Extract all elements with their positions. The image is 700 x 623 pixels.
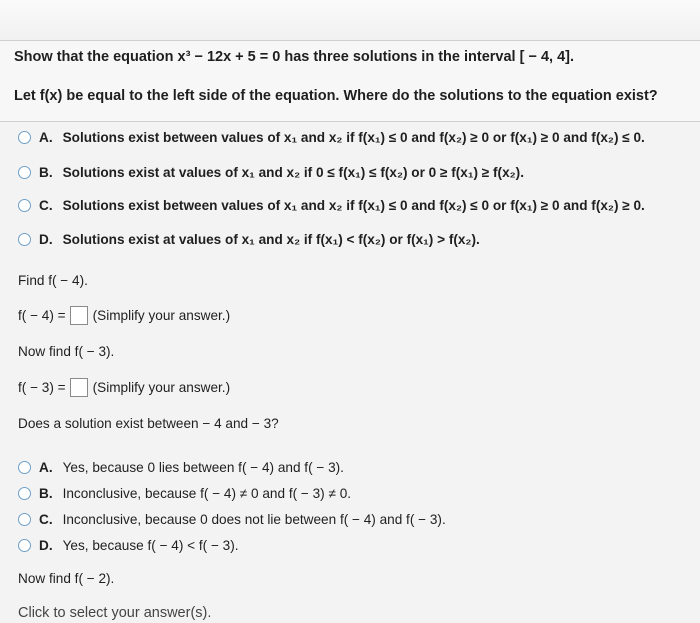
option-text: Solutions exist at values of x₁ and x₂ if f(x₁) < f(x₂) or f(x₁) > f(x₂).	[62, 232, 480, 247]
option-letter: A.	[39, 460, 53, 475]
question-header	[0, 40, 700, 122]
option-letter: C.	[39, 512, 53, 527]
radio-button[interactable]	[18, 233, 31, 246]
question-subprompt: Let f(x) be equal to the left side of the equation. Where do the solutions to the equation exist?	[14, 88, 658, 104]
simplify-hint: (Simplify your answer.)	[92, 308, 231, 323]
option-text: Solutions exist between values of x₁ and x₂ if f(x₁) ≤ 0 and f(x₂) ≤ 0 or f(x₁) ≥ 0 and f(x₂) ≥ 0.	[62, 198, 645, 213]
option-letter: A.	[39, 130, 53, 145]
option-letter: B.	[39, 165, 53, 180]
part2-option-c[interactable]	[18, 512, 446, 527]
option-c[interactable]	[18, 198, 645, 213]
option-text: Inconclusive, because 0 does not lie between f( − 4) and f( − 3).	[62, 512, 446, 527]
answer-label: f( − 4) =	[18, 308, 66, 323]
option-text: Solutions exist between values of x₁ and x₂ if f(x₁) ≤ 0 and f(x₂) ≥ 0 or f(x₁) ≥ 0 and f(x₂) ≤ 0.	[62, 130, 645, 145]
part2-option-a[interactable]	[18, 460, 344, 475]
find-f-neg3: Now find f( − 3).	[18, 344, 115, 359]
radio-button[interactable]	[18, 487, 31, 500]
option-letter: B.	[39, 486, 53, 501]
answer-input-f-neg4[interactable]	[70, 306, 88, 325]
radio-button[interactable]	[18, 539, 31, 552]
find-f-neg2: Now find f( − 2).	[18, 571, 115, 586]
option-text: Solutions exist at values of x₁ and x₂ if 0 ≤ f(x₁) ≤ f(x₂) or 0 ≥ f(x₁) ≥ f(x₂).	[62, 165, 524, 180]
radio-button[interactable]	[18, 199, 31, 212]
option-letter: C.	[39, 198, 53, 213]
question-statement: Show that the equation x³ − 12x + 5 = 0 has three solutions in the interval [ − 4, 4].	[14, 49, 575, 65]
option-text: Inconclusive, because f( − 4) ≠ 0 and f( − 3) ≠ 0.	[62, 486, 352, 501]
option-a[interactable]	[18, 130, 645, 145]
solution-question: Does a solution exist between − 4 and − 3?	[18, 416, 279, 431]
option-text: Yes, because f( − 4) < f( − 3).	[62, 538, 239, 553]
answer-row-f-neg3	[18, 378, 230, 397]
answer-row-f-neg4	[18, 306, 230, 325]
radio-button[interactable]	[18, 461, 31, 474]
answer-label: f( − 3) =	[18, 380, 66, 395]
part2-option-b[interactable]	[18, 486, 351, 501]
top-band	[0, 0, 700, 40]
option-letter: D.	[39, 232, 53, 247]
radio-button[interactable]	[18, 131, 31, 144]
option-b[interactable]	[18, 165, 524, 180]
option-letter: D.	[39, 538, 53, 553]
option-d[interactable]	[18, 232, 480, 247]
simplify-hint: (Simplify your answer.)	[92, 380, 231, 395]
part2-option-d[interactable]	[18, 538, 239, 553]
option-text: Yes, because 0 lies between f( − 4) and f( − 3).	[62, 460, 344, 475]
answer-input-f-neg3[interactable]	[70, 378, 88, 397]
footer-instruction: Click to select your answer(s).	[18, 605, 212, 621]
find-f-neg4: Find f( − 4).	[18, 273, 88, 288]
radio-button[interactable]	[18, 513, 31, 526]
radio-button[interactable]	[18, 166, 31, 179]
